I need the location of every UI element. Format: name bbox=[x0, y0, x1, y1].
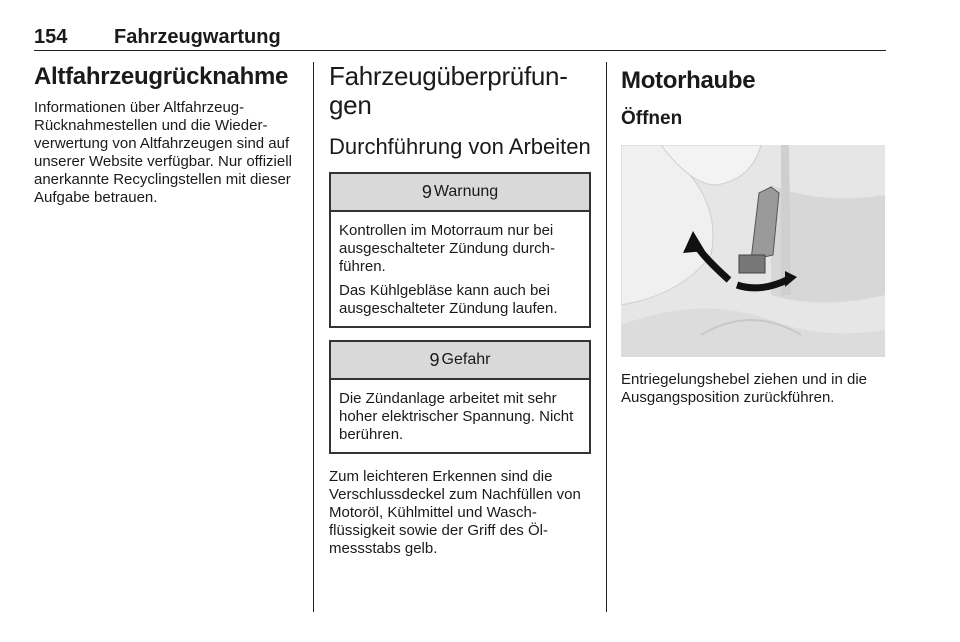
section-heading-hood: Motorhaube bbox=[621, 67, 756, 94]
warning-box-header bbox=[331, 174, 589, 212]
section-heading-recycling: Altfahrzeugrücknahme bbox=[34, 63, 289, 90]
color-coding-text: Zum leichteren Erkennen sind die Verschlussdeckel zum Nachfüllen von Motoröl, Kühlmittel und Wasch-flüssigkeit sowie der Griff des Öl-messstabs gelb. bbox=[329, 468, 581, 557]
warning-text-1: Kontrollen im Motorraum nur bei ausgeschalteter Zündung durch-führen. bbox=[339, 222, 555, 275]
recycling-text: Informationen über Altfahrzeug-Rücknahmestellen und die Wieder-verwertung von Altfahrzeugen sind auf unserer Website verfügbar. Nur offiziell anerkannte Recyclingstellen mit dieser Aufgabe betrauen. bbox=[34, 99, 292, 206]
hood-open-caption: Entriegelungshebel ziehen und in die Ausgangsposition zurückführen. bbox=[621, 371, 868, 406]
column-2 bbox=[329, 62, 591, 558]
danger-box-body bbox=[331, 380, 589, 452]
page-number: 154 bbox=[34, 26, 68, 48]
page-header bbox=[34, 26, 886, 52]
column-3 bbox=[621, 62, 887, 407]
section-heading-checks: Fahrzeugüberprüfun-gen bbox=[329, 61, 568, 120]
danger-box bbox=[329, 340, 591, 454]
header-rule bbox=[34, 50, 886, 51]
warning-box-body bbox=[331, 212, 589, 326]
hood-release-illustration bbox=[621, 145, 885, 357]
hood-release-lever-drawing bbox=[621, 145, 885, 357]
danger-box-header bbox=[331, 342, 589, 380]
column-1 bbox=[34, 62, 292, 207]
danger-text: Die Zündanlage arbeitet mit sehr hoher elektrischer Spannung. Nicht berühren. bbox=[339, 390, 574, 443]
danger-symbol: 9 bbox=[429, 349, 440, 370]
warning-label: Warnung bbox=[433, 183, 499, 200]
warning-box bbox=[329, 172, 591, 328]
column-divider-2 bbox=[606, 62, 607, 612]
subheading-open: Öffnen bbox=[621, 108, 683, 129]
column-divider-1 bbox=[313, 62, 314, 612]
running-title: Fahrzeugwartung bbox=[114, 26, 281, 48]
warning-symbol: 9 bbox=[421, 181, 432, 202]
subheading-work: Durchführung von Arbeiten bbox=[329, 134, 591, 159]
warning-text-2: Das Kühlgebläse kann auch bei ausgeschalteter Zündung laufen. bbox=[339, 282, 558, 317]
danger-label: Gefahr bbox=[441, 351, 491, 368]
